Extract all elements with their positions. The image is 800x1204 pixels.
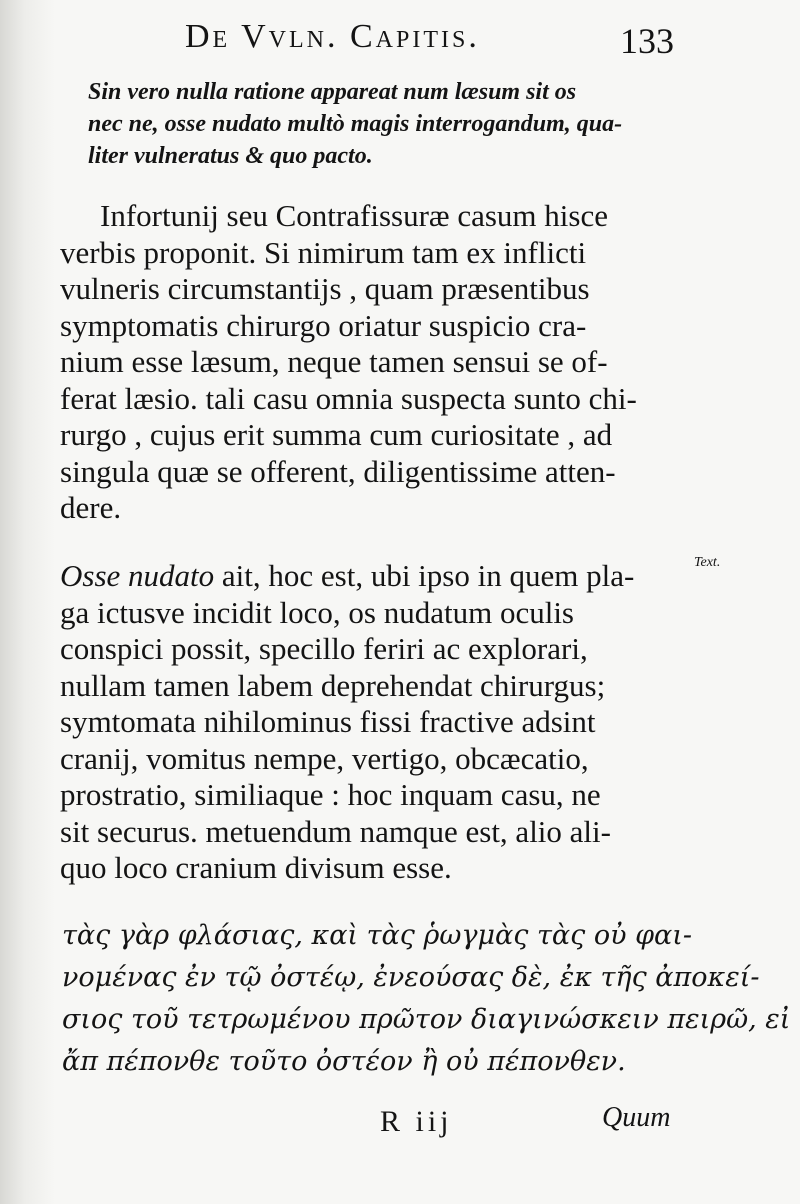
signature-mark: R iij <box>380 1105 453 1138</box>
italic-line: nec ne, osse nudato multò magis interrogandum, qua- <box>88 111 623 137</box>
text-line: singula quæ se offerent, diligentissime atten- <box>60 453 616 489</box>
page-number: 133 <box>620 21 674 61</box>
margin-note: Text. <box>694 555 721 570</box>
text-line: nium esse læsum, neque tamen sensui se of- <box>60 344 608 379</box>
paragraph-commentary-2 <box>60 558 690 887</box>
greek-line: τὰς γὰρ φλάσιας, καὶ τὰς ῥωγμὰς τὰς οὐ φαι- <box>62 920 692 951</box>
page-gutter-shadow <box>0 0 55 1204</box>
running-title: De Vvln. Capitis. <box>185 18 480 55</box>
text-line: symtomata nihilominus fissi fractive adsint <box>60 704 596 739</box>
italic-line: Sin vero nulla ratione appareat num læsum sit os <box>88 79 577 105</box>
greek-line: ἄπ πέπονθε τοῦτο ὀστέον ἢ οὐ πέπονθεν. <box>62 1046 626 1077</box>
greek-quotation <box>62 915 791 1083</box>
text-line: vulneris circumstantijs , quam præsentibus <box>60 271 590 306</box>
text-line: sit securus. metuendum namque est, alio ali- <box>60 813 611 849</box>
text-line: nullam tamen labem deprehendat chirurgus; <box>60 667 606 703</box>
paragraph-commentary-1 <box>60 198 690 527</box>
italic-quotation <box>88 76 688 172</box>
text-line <box>60 558 690 595</box>
italic-line: liter vulneratus & quo pacto. <box>88 143 373 169</box>
text-line: dere. <box>60 490 122 525</box>
text-line: prostratio, similiaque : hoc inquam casu, ne <box>60 777 601 812</box>
text-line-rest: ait, hoc est, ubi ipso in quem pla- <box>221 558 635 593</box>
text-line: quo loco cranium divisum esse. <box>60 850 452 885</box>
greek-line: νομένας ἐν τῷ ὀστέῳ, ἐνεούσας δὲ, ἐκ τῆς ἀποκεί- <box>62 962 760 993</box>
text-line: Infortunij seu Contrafissuræ casum hisce <box>100 198 608 233</box>
catchword: Quum <box>602 1102 671 1133</box>
text-line: ferat læsio. tali casu omnia suspecta sunto chi- <box>60 380 637 416</box>
text-line: verbis proponit. Si nimirum tam ex inflicti <box>60 234 587 270</box>
text-line: symptomatis chirurgo oriatur suspicio cra- <box>60 307 587 343</box>
text-line: conspici possit, specillo feriri ac explorari, <box>60 631 588 666</box>
text-line: rurgo , cujus erit summa cum curiositate , ad <box>60 417 613 452</box>
text-line: ga ictusve incidit loco, os nudatum oculis <box>60 594 574 630</box>
text-line: cranij, vomitus nempe, vertigo, obcæcatio, <box>60 740 589 776</box>
lead-phrase: Osse nudato <box>60 558 215 593</box>
greek-line: σιος τοῦ τετρωμένου πρῶτον διαγινώσκειν πειρῶ, εἰ <box>62 1004 791 1035</box>
